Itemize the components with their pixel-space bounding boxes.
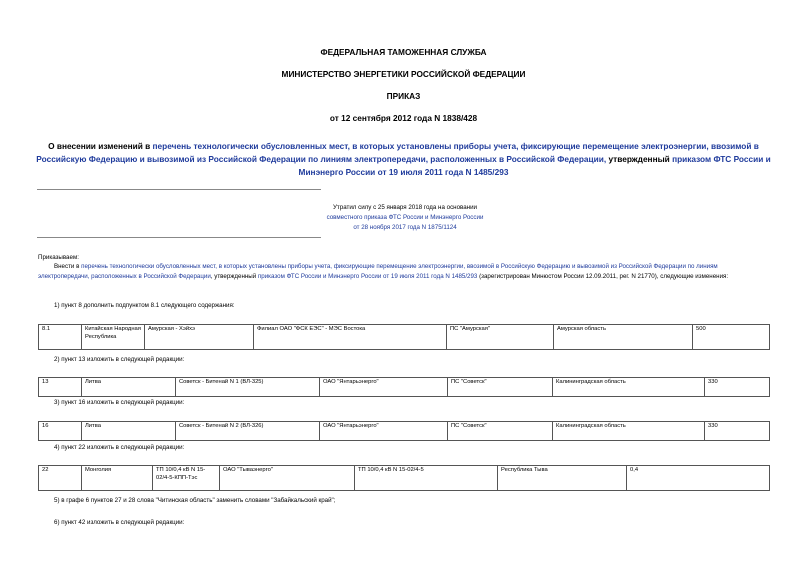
lost-force-note <box>220 203 590 233</box>
amendment-item-4: 4) пункт 22 изложить в следующей редакции: <box>54 444 185 451</box>
table-cell: Монголия <box>82 466 153 491</box>
table-cell: Калининградская область <box>553 378 705 397</box>
agency-name-2: МИНИСТЕРСТВО ЭНЕРГЕТИКИ РОССИЙСКОЙ ФЕДЕРАЦИИ <box>281 69 526 79</box>
table-point-8-1 <box>38 324 770 350</box>
table-cell: Китайская Народная Республика <box>82 325 145 350</box>
table-cell: ОАО "Тываэнерго" <box>220 466 355 491</box>
table-cell: 22 <box>39 466 82 491</box>
table-cell: Амурская область <box>554 325 693 350</box>
table-cell: ПС "Советск" <box>448 422 553 441</box>
lost-force-text: Утратил силу с 25 января 2018 года на основании <box>332 204 478 211</box>
divider-top <box>37 189 321 190</box>
table-row <box>39 378 770 397</box>
table-row <box>39 422 770 441</box>
table-cell: Советск - Битенай N 1 (ВЛ-325) <box>176 378 320 397</box>
table-cell: ТП 10/0,4 кВ N 15-02/4-5-КПП-Тэс <box>153 466 220 491</box>
table-cell: 13 <box>39 378 82 397</box>
table-cell: Литва <box>82 378 176 397</box>
title-link-order[interactable]: приказом ФТС России и Минэнерго России от 19 июля 2011 года N 1485/293 <box>298 154 771 177</box>
table-cell: Калининградская область <box>553 422 705 441</box>
amendment-item-2: 2) пункт 13 изложить в следующей редакции: <box>54 356 185 363</box>
table-cell: ПС "Советск" <box>448 378 553 397</box>
table-cell: ОАО "Янтарьэнерго" <box>320 378 448 397</box>
table-row <box>39 325 770 350</box>
intro-text-1: Внести в <box>54 263 82 270</box>
intro-text-3: (зарегистрирован Минюстом России 12.09.2011, рег. N 21770), следующие изменения: <box>477 273 729 280</box>
table-cell: Литва <box>82 422 176 441</box>
agency-name-1: ФЕДЕРАЛЬНАЯ ТАМОЖЕННАЯ СЛУЖБА <box>320 47 487 57</box>
intro-paragraph <box>38 262 770 282</box>
table-cell: Республика Тыва <box>498 466 627 491</box>
table-cell: 500 <box>693 325 770 350</box>
table-cell: ПС "Амурская" <box>447 325 554 350</box>
lost-force-link-2[interactable]: от 28 ноября 2017 года N 1875/1124 <box>353 224 457 231</box>
intro-link-list[interactable]: перечень технологически обусловленных мест, в которых установлены приборы учета, фиксирующие перемещение электроэнергии, ввозимой в Российскую Федерацию и вывозимой из Российской Федерации по линиям электропередачи, расположенных в Российской Федерации <box>38 263 718 280</box>
lost-force-link-1[interactable]: совместного приказа ФТС России и Минэнерго России <box>326 214 484 221</box>
table-cell: 8.1 <box>39 325 82 350</box>
document-type: ПРИКАЗ <box>386 91 421 101</box>
title-link-list[interactable]: перечень технологически обусловленных мест, в которых установлены приборы учета, фиксирующие перемещение электроэнергии, ввозимой в Российскую Федерацию и вывозимой из Российской Федерации по линиям электропередачи, расположенных в Российской Федерации, <box>36 141 759 164</box>
intro-text-2: , утвержденный <box>210 273 258 280</box>
table-cell: ТП 10/0,4 кВ N 15-02/4-5 <box>355 466 498 491</box>
table-cell: 330 <box>705 422 770 441</box>
document-date: от 12 сентября 2012 года N 1838/428 <box>329 113 478 123</box>
table-cell: ОАО "Янтарьэнерго" <box>320 422 448 441</box>
document-title <box>30 140 777 179</box>
order-word: Приказываем: <box>38 254 79 261</box>
table-cell: 16 <box>39 422 82 441</box>
divider-bottom <box>37 237 321 238</box>
table-cell: Советск - Битенай N 2 (ВЛ-326) <box>176 422 320 441</box>
intro-link-order[interactable]: приказом ФТС России и Минэнерго России от 19 июля 2011 года N 1485/293 <box>257 273 478 280</box>
table-point-22 <box>38 465 770 491</box>
table-cell: 0,4 <box>627 466 770 491</box>
amendment-item-5: 5) в графе 6 пунктов 27 и 28 слова "Читинская область" заменить словами "Забайкальский край"; <box>54 497 336 504</box>
table-point-13 <box>38 377 770 397</box>
title-text-1: О внесении изменений в <box>48 141 153 151</box>
title-text-2: утвержденный <box>606 154 673 164</box>
table-cell: 330 <box>705 378 770 397</box>
amendment-item-3: 3) пункт 16 изложить в следующей редакции: <box>54 399 185 406</box>
table-point-16 <box>38 421 770 441</box>
table-row <box>39 466 770 491</box>
amendment-item-1: 1) пункт 8 дополнить подпунктом 8.1 следующего содержания: <box>54 302 235 309</box>
amendment-item-6: 6) пункт 42 изложить в следующей редакции: <box>54 519 185 526</box>
table-cell: Филиал ОАО "ФСК ЕЭС" - МЭС Востока <box>254 325 447 350</box>
table-cell: Амурская - Хэйхэ <box>145 325 254 350</box>
